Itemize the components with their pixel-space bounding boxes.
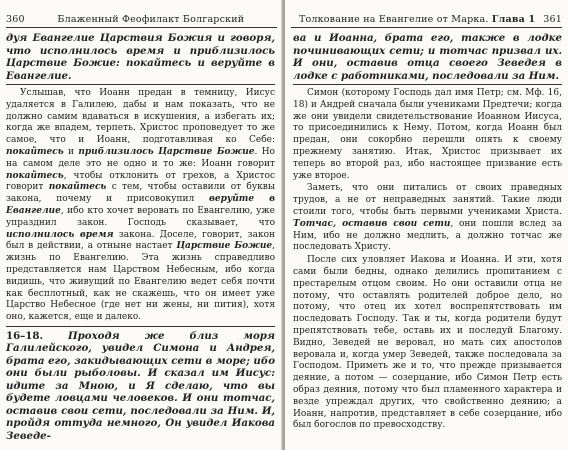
running-head: Толкование на Евангелие от Марка. Глава 1 (298, 14, 536, 25)
verse-text: ва и Иоанна, брата его, также в лодке починивающих сети; и тотчас призвал их. И они, оставив отца своего Зеведея в лодке с работниками, последовали за Ним. (293, 32, 562, 82)
divider (6, 84, 275, 85)
running-head: Блаженный Феофилакт Болгарский (57, 14, 245, 25)
page-number: 360 (6, 14, 25, 25)
right-page-body (293, 32, 562, 433)
page-number: 361 (543, 14, 562, 25)
commentary-paragraph: После сих уловляет Иакова и Иоанна. И эти, хотя сами были бедны, однако делились пропитанием с престарелым отцом своим. Но они оставили отца не потому, что оставлять родителей доброе дело, но потому, что отец их хотел воспрепятствовать им последовать Господу. Так и ты, когда родители будут препятствовать тебе, оставь их и последуй Благому. Видно, Зеведей не веровал, но мать сих апостолов веровала и, когда умер Зеведей, также последовала за Господом. Приметь же и то, что прежде призывается деяние, а потом — созерцание, ибо Симон Петр есть образ деяния, потому что был пламенного характера и везде упреждал других, что свойственно деянию; а Иоанн, напротив, представляет в себе созерцание, ибо был богослов по превосходству. (293, 255, 562, 431)
divider (293, 84, 562, 85)
divider (6, 326, 275, 327)
left-page-body (6, 32, 275, 443)
verse-number: 16–18. (6, 329, 43, 342)
verse-text: 16–18. Проходя же близ моря Галилейского, увидел Симона и Андрея, брата его, закидывающих сети в море; ибо они были рыболовы. И сказал им Иисус: идите за Мною, и Я сделаю, что вы будете ловцами человеков. И они тотчас, оставив свои сети, последовали за Ним. И, пройдя оттуда немного, Он увидел Иакова Зеведе- (6, 329, 275, 442)
left-page-header (6, 14, 277, 28)
left-page (0, 0, 283, 450)
commentary-paragraph: Заметь, что они питались от своих праведных трудов, а не от неправедных занятий. Такие люди стоили того, чтобы быть первыми учениками Христа. Тотчас, оставив свои сети, они пошли вслед за Ним, ибо не должно медлить, а должно тотчас же последовать Христу. (293, 183, 563, 253)
right-page (285, 0, 568, 450)
right-page-header (291, 14, 562, 28)
commentary-paragraph: Услышав, что Иоанн предан в темницу, Иисус удаляется в Галилею, дабы и нам показать, что не должно самим вдаваться в искушения, а избегать их; когда же впадем, терпеть. Христос проповедует то же самое, что и Иоанн, подготавливая ко Себе: покайтесь и приблизилось Царствие Божие. Но на самом деле это не одно и то же: Иоанн говорит покайтесь, чтобы отклонить от грехов, а Христос говорит покайтесь с тем, чтобы оставили от буквы закона, почему и присовокупил веруйте в Евангелие, ибо кто хочет веровать по Евангелию, уже упразднил закон. Господь сказывает, что исполнилось время закона. Доселе, говорит, закон был в действии, а отныне настает Царствие Божие, жизнь по Евангелию. Эта жизнь справедливо представляется нам Царством Небесным, ибо когда видишь, что живущий по Евангелию ведет себя почти как бесплотный, как не скажешь, что он имеет уже Царство Небесное (где нет ни жены, ни пития), хотя оно, кажется, еще и далеко. (6, 88, 275, 323)
chapter-label: Глава 1 (491, 14, 536, 25)
verse-text: дуя Евангелие Царствия Божия и говоря, что исполнилось время и приблизилось Царствие Божие: покайтесь и веруйте в Евангелие. (6, 32, 275, 82)
commentary-paragraph: Симон (которому Господь дал имя Петр; см. Мф. 16, 18) и Андрей сначала были учениками Предтечи; когда же они увидели свидетельствование Иоанном Иисуса, то присоединились к Нему. Потом, когда Иоанн был предан, они сокорбно перешли опять к своему прежнему занятию. Итак, Христос призывает их теперь во второй раз, ибо настоящее призвание есть уже второе. (293, 88, 562, 181)
